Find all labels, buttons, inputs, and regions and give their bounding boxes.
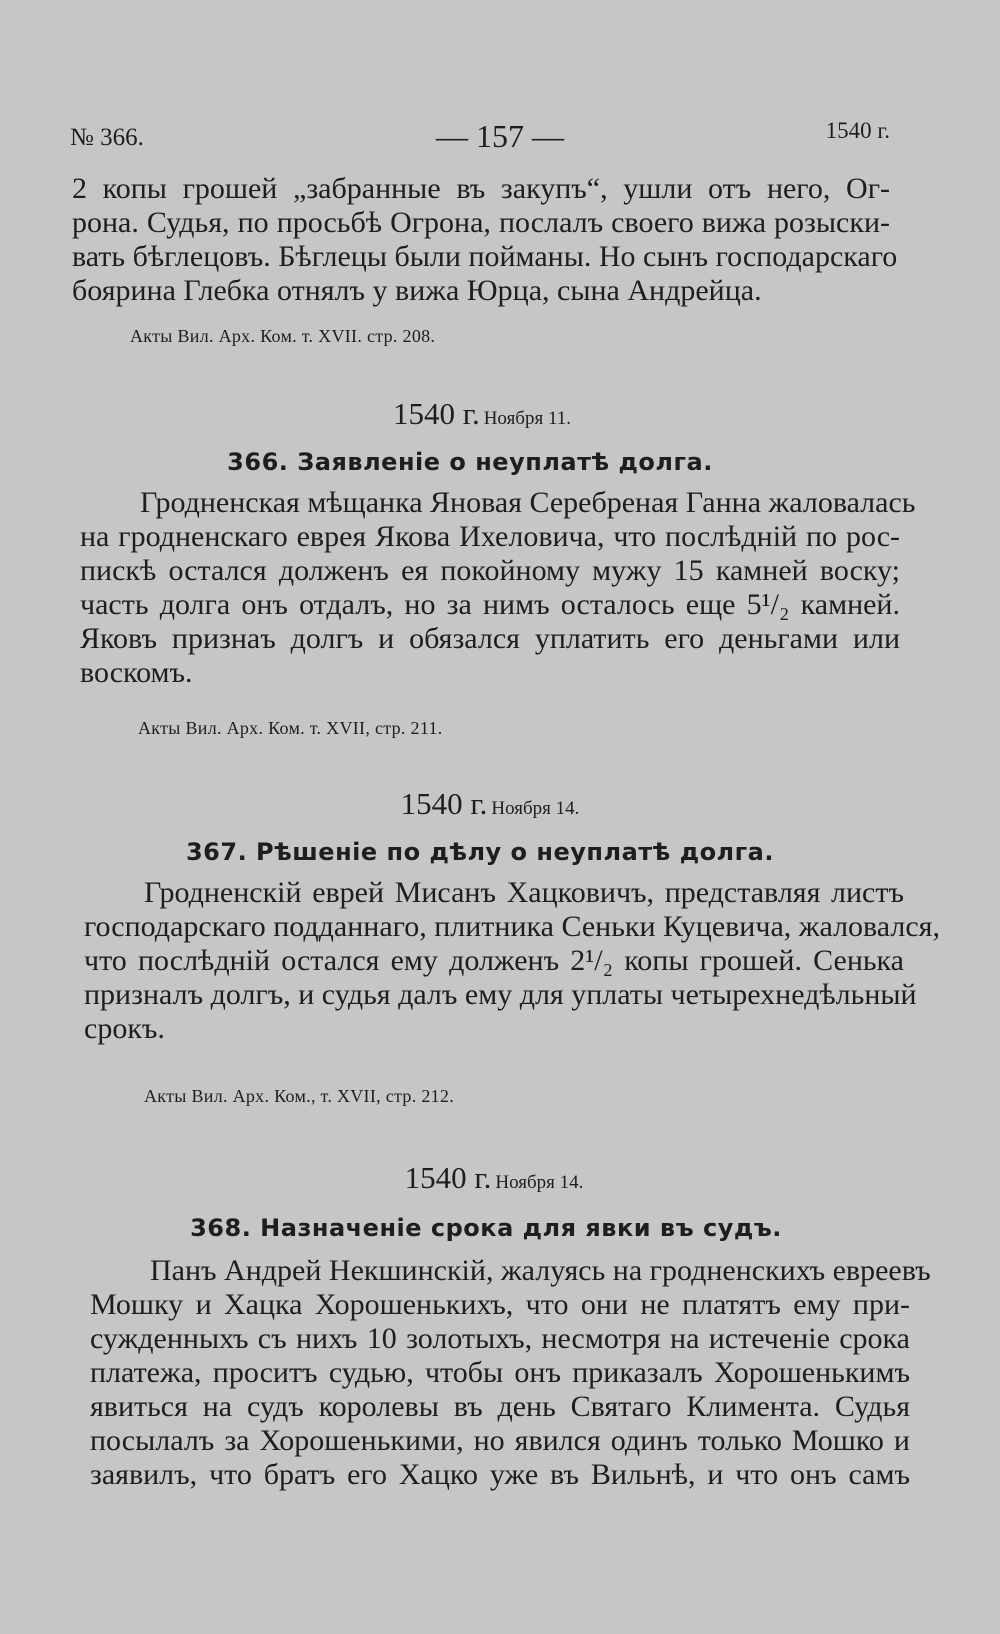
paragraph-line: платежа, проситъ судью, чтобы онъ приказалъ Хорошенькимъ: [90, 1356, 910, 1389]
entry-title: 366. Заявленіе о неуплатѣ долга.: [227, 448, 713, 476]
date-year: 1540 г.: [404, 1160, 492, 1195]
paragraph-line: рона. Судья, по просьбѣ Огрона, послалъ своего вижа розыски-: [72, 206, 890, 239]
paragraph-line: пискѣ остался долженъ ея покойному мужу 15 камней воску;: [80, 554, 900, 587]
paragraph-line: заявилъ, что братъ его Хацко уже въ Вильнѣ, и что онъ самъ: [90, 1458, 910, 1491]
paragraph-line: явиться на судъ королевы въ день Святаго Климента. Судья: [90, 1390, 910, 1423]
entry-date: [0, 786, 990, 822]
paragraph-line: призналъ долгъ, и судья далъ ему для уплаты четырехнедѣльный: [84, 978, 917, 1011]
paragraph-line: Яковъ признаъ долгъ и обязался уплатить его деньгами или: [80, 622, 900, 655]
entry-title: 367. Рѣшеніе по дѣлу о неуплатѣ долга.: [185, 838, 774, 866]
entry-paragraph: [84, 876, 940, 1046]
entry-paragraph: [90, 1254, 931, 1492]
paragraph-line: господарскаго подданнаго, плитника Сеньки Куцевича, жаловался,: [84, 910, 940, 943]
paragraph-line: на гродненскаго еврея Якова Ихеловича, что послѣдній по рос-: [80, 520, 900, 553]
entry-date: [0, 1160, 994, 1196]
source-citation: Акты Вил. Арх. Ком. т. XVII, стр. 211.: [138, 718, 443, 738]
date-day: Ноября 11.: [483, 408, 572, 429]
paragraph-line: срокъ.: [84, 1012, 165, 1045]
date-year: 1540 г.: [400, 786, 488, 821]
paragraph-line: Панъ Андрей Некшинскій, жалуясь на гродненскихъ евреевъ: [150, 1254, 931, 1287]
date-day: Ноября 14.: [491, 798, 580, 819]
paragraph-line: часть долга онъ отдалъ, но за нимъ осталось еще 5¹/₂ камней.: [80, 588, 900, 621]
paragraph-line: 2 копы грошей „забранные въ закупъ“, ушли отъ него, Ог-: [72, 172, 890, 205]
entry-title: 368. Назначеніе срока для явки въ судъ.: [190, 1214, 782, 1242]
paragraph-line: боярина Глебка отнялъ у вижа Юрца, сына Андрейца.: [72, 274, 762, 307]
header-year: 1540 г.: [825, 118, 890, 143]
paragraph-line: вать бѣглецовъ. Бѣглецы были пойманы. Но сынъ господарскаго: [72, 240, 898, 273]
paragraph-line: воскомъ.: [80, 656, 193, 689]
paragraph-line: Гродненскій еврей Мисанъ Хацковичъ, представляя листъ: [144, 876, 904, 909]
source-citation: Акты Вил. Арх. Ком., т. XVII, стр. 212.: [144, 1086, 455, 1106]
paragraph-line: посылалъ за Хорошенькими, но явился одинъ только Мошко и: [90, 1424, 910, 1457]
paragraph-line: Гродненская мѣщанка Яновая Серебреная Ганна жаловалась: [140, 486, 916, 519]
entry-paragraph: [80, 486, 916, 690]
page-header: [70, 118, 890, 158]
header-document-number: № 366.: [70, 124, 144, 151]
paragraph-line: сужденныхъ съ нихъ 10 золотыхъ, несмотря на истеченіе срока: [90, 1322, 910, 1355]
intro-paragraph: [72, 172, 898, 308]
paragraph-line: Мошку и Хацка Хорошенькихъ, что они не платятъ ему при-: [90, 1288, 910, 1321]
date-year: 1540 г.: [392, 396, 480, 431]
date-day: Ноября 14.: [495, 1172, 584, 1193]
source-citation: Акты Вил. Арх. Ком. т. XVII. стр. 208.: [130, 326, 436, 346]
paragraph-line: что послѣдній остался ему долженъ 2¹/₂ копы грошей. Сенька: [84, 944, 904, 977]
header-page-number: — 157 —: [436, 118, 564, 154]
entry-date: [0, 396, 982, 432]
